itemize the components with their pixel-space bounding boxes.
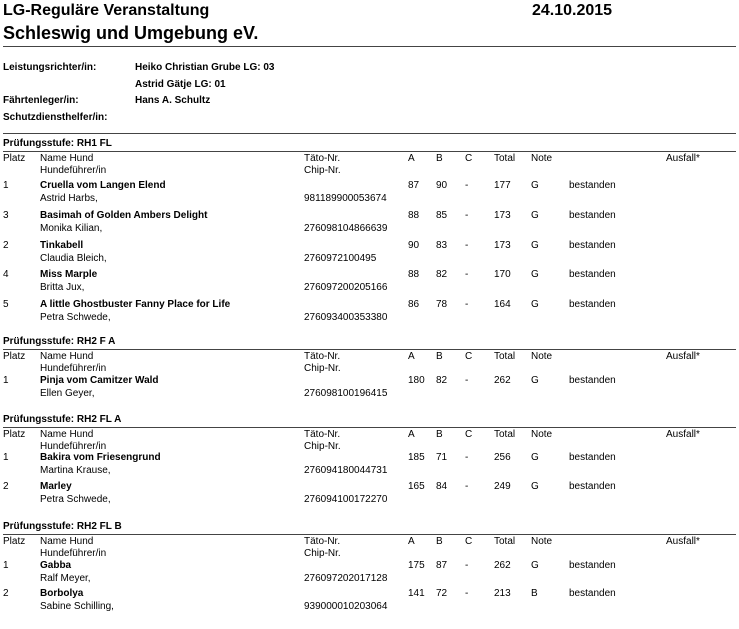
table-row xyxy=(0,588,739,618)
row-total: 177 xyxy=(494,180,511,191)
table-row xyxy=(0,269,739,299)
col-total: Total xyxy=(494,536,516,547)
row-note: G xyxy=(531,210,539,221)
row-c: - xyxy=(465,180,469,191)
row-c: - xyxy=(465,560,469,571)
row-total: 173 xyxy=(494,210,511,221)
row-place: 1 xyxy=(3,375,9,386)
row-b: 82 xyxy=(436,375,448,386)
row-place: 2 xyxy=(3,588,9,599)
row-place: 1 xyxy=(3,560,9,571)
judge-1: Heiko Christian Grube LG: 03 xyxy=(135,62,275,73)
row-b: 87 xyxy=(436,560,448,571)
row-handler: Petra Schwede, xyxy=(40,494,111,505)
row-dog: Pinja vom Camitzer Wald xyxy=(40,375,159,386)
row-note: G xyxy=(531,180,539,191)
col-ausfall: Ausfall* xyxy=(666,536,700,547)
row-result: bestanden xyxy=(569,210,616,221)
col-note: Note xyxy=(531,429,553,440)
row-chip: 276094100172270 xyxy=(304,494,388,505)
col-a: A xyxy=(408,536,415,547)
col-total: Total xyxy=(494,153,516,164)
table-row xyxy=(0,452,739,482)
col-total: Total xyxy=(494,351,516,362)
row-place: 5 xyxy=(3,299,9,310)
table-row xyxy=(0,210,739,240)
row-c: - xyxy=(465,588,469,599)
col-c: C xyxy=(465,536,473,547)
row-b: 90 xyxy=(436,180,448,191)
col-platz: Platz xyxy=(3,351,26,362)
row-b: 71 xyxy=(436,452,448,463)
row-dog: Bakira vom Friesengrund xyxy=(40,452,161,463)
col-total: Total xyxy=(494,429,516,440)
col-tato: Täto-Nr. xyxy=(304,351,341,362)
row-handler: Sabine Schilling, xyxy=(40,601,114,612)
club-name: Schleswig und Umgebung eV. xyxy=(3,23,259,43)
row-handler: Claudia Bleich, xyxy=(40,253,107,264)
row-a: 141 xyxy=(408,588,425,599)
row-chip: 276094180044731 xyxy=(304,465,388,476)
table-row xyxy=(0,299,739,329)
row-total: 262 xyxy=(494,560,511,571)
row-a: 86 xyxy=(408,299,420,310)
row-result: bestanden xyxy=(569,240,616,251)
col-handler: Hundeführer/in xyxy=(40,548,107,559)
row-handler: Ellen Geyer, xyxy=(40,388,95,399)
row-chip: 276098104866639 xyxy=(304,223,388,234)
col-c: C xyxy=(465,429,473,440)
table-row xyxy=(0,240,739,270)
col-note: Note xyxy=(531,153,553,164)
table-row xyxy=(0,180,739,210)
row-dog: Basimah of Golden Ambers Delight xyxy=(40,210,208,221)
row-dog: A little Ghostbuster Fanny Place for Life xyxy=(40,299,231,310)
helper-label: Schutzdiensthelfer/in: xyxy=(3,112,108,123)
col-chip: Chip-Nr. xyxy=(304,441,341,452)
row-dog: Tinkabell xyxy=(40,240,84,251)
col-tato: Täto-Nr. xyxy=(304,153,341,164)
row-result: bestanden xyxy=(569,269,616,280)
col-chip: Chip-Nr. xyxy=(304,548,341,559)
row-chip: 981189900053674 xyxy=(304,193,387,204)
row-note: G xyxy=(531,452,539,463)
row-result: bestanden xyxy=(569,452,616,463)
col-name: Name Hund xyxy=(40,351,94,362)
section-divider xyxy=(3,349,736,350)
row-note: G xyxy=(531,299,539,310)
row-dog: Cruella vom Langen Elend xyxy=(40,180,166,191)
col-c: C xyxy=(465,153,473,164)
row-result: bestanden xyxy=(569,180,616,191)
row-c: - xyxy=(465,375,469,386)
col-name: Name Hund xyxy=(40,536,94,547)
col-b: B xyxy=(436,153,443,164)
row-b: 82 xyxy=(436,269,448,280)
row-a: 88 xyxy=(408,269,420,280)
row-dog: Gabba xyxy=(40,560,72,571)
row-chip: 276097202017128 xyxy=(304,573,388,584)
tracklayer-name: Hans A. Schultz xyxy=(135,95,211,106)
row-handler: Martina Krause, xyxy=(40,465,111,476)
row-total: 170 xyxy=(494,269,511,280)
row-dog: Miss Marple xyxy=(40,269,98,280)
row-place: 3 xyxy=(3,210,9,221)
row-b: 85 xyxy=(436,210,448,221)
row-place: 1 xyxy=(3,452,9,463)
row-a: 180 xyxy=(408,375,425,386)
row-c: - xyxy=(465,240,469,251)
col-a: A xyxy=(408,351,415,362)
row-note: G xyxy=(531,269,539,280)
col-tato: Täto-Nr. xyxy=(304,429,341,440)
row-note: G xyxy=(531,375,539,386)
row-dog: Marley xyxy=(40,481,72,492)
section-title: Prüfungsstufe: RH2 F A xyxy=(3,336,116,347)
judge-2: Astrid Gätje LG: 01 xyxy=(135,79,226,90)
judge-label: Leistungsrichter/in: xyxy=(3,62,97,73)
row-a: 165 xyxy=(408,481,425,492)
header-divider xyxy=(3,46,736,47)
row-b: 78 xyxy=(436,299,448,310)
row-place: 2 xyxy=(3,240,9,251)
event-date: 24.10.2015 xyxy=(532,2,613,19)
col-note: Note xyxy=(531,536,553,547)
row-total: 173 xyxy=(494,240,511,251)
row-chip: 276098100196415 xyxy=(304,388,388,399)
row-b: 84 xyxy=(436,481,448,492)
row-place: 1 xyxy=(3,180,9,191)
row-result: bestanden xyxy=(569,588,616,599)
row-a: 87 xyxy=(408,180,420,191)
row-chip: 276097200205166 xyxy=(304,282,388,293)
row-b: 72 xyxy=(436,588,448,599)
col-b: B xyxy=(436,351,443,362)
row-total: 262 xyxy=(494,375,511,386)
row-handler: Petra Schwede, xyxy=(40,312,111,323)
row-b: 83 xyxy=(436,240,448,251)
row-note: G xyxy=(531,560,539,571)
row-a: 175 xyxy=(408,560,425,571)
table-row xyxy=(0,375,739,405)
row-c: - xyxy=(465,481,469,492)
row-place: 2 xyxy=(3,481,9,492)
section-title: Prüfungsstufe: RH2 FL B xyxy=(3,521,122,532)
officials-divider xyxy=(3,133,736,134)
col-handler: Hundeführer/in xyxy=(40,441,107,452)
col-platz: Platz xyxy=(3,429,26,440)
col-chip: Chip-Nr. xyxy=(304,165,341,176)
row-place: 4 xyxy=(3,269,9,280)
col-platz: Platz xyxy=(3,153,26,164)
col-chip: Chip-Nr. xyxy=(304,363,341,374)
col-a: A xyxy=(408,429,415,440)
col-name: Name Hund xyxy=(40,429,94,440)
row-total: 213 xyxy=(494,588,511,599)
row-handler: Monika Kilian, xyxy=(40,223,103,234)
row-result: bestanden xyxy=(569,375,616,386)
col-name: Name Hund xyxy=(40,153,94,164)
col-tato: Täto-Nr. xyxy=(304,536,341,547)
section-title: Prüfungsstufe: RH2 FL A xyxy=(3,414,122,425)
col-c: C xyxy=(465,351,473,362)
row-a: 90 xyxy=(408,240,420,251)
row-chip: 939000010203064 xyxy=(304,601,388,612)
row-result: bestanden xyxy=(569,560,616,571)
row-total: 256 xyxy=(494,452,511,463)
section-title: Prüfungsstufe: RH1 FL xyxy=(3,138,112,149)
col-note: Note xyxy=(531,351,553,362)
section-divider xyxy=(3,151,736,152)
row-note: G xyxy=(531,240,539,251)
col-b: B xyxy=(436,429,443,440)
table-row xyxy=(0,560,739,590)
col-b: B xyxy=(436,536,443,547)
col-handler: Hundeführer/in xyxy=(40,165,107,176)
col-ausfall: Ausfall* xyxy=(666,351,700,362)
row-handler: Ralf Meyer, xyxy=(40,573,91,584)
col-a: A xyxy=(408,153,415,164)
row-c: - xyxy=(465,452,469,463)
row-note: G xyxy=(531,481,539,492)
row-c: - xyxy=(465,269,469,280)
row-result: bestanden xyxy=(569,299,616,310)
event-title: LG-Reguläre Veranstaltung xyxy=(3,2,210,19)
row-result: bestanden xyxy=(569,481,616,492)
row-handler: Britta Jux, xyxy=(40,282,85,293)
row-a: 88 xyxy=(408,210,420,221)
col-platz: Platz xyxy=(3,536,26,547)
row-chip: 276093400353380 xyxy=(304,312,388,323)
row-c: - xyxy=(465,299,469,310)
tracklayer-label: Fährtenleger/in: xyxy=(3,95,79,106)
table-row xyxy=(0,481,739,511)
row-dog: Borbolya xyxy=(40,588,84,599)
row-total: 164 xyxy=(494,299,511,310)
row-note: B xyxy=(531,588,538,599)
row-chip: 2760972100495 xyxy=(304,253,377,264)
row-a: 185 xyxy=(408,452,425,463)
col-handler: Hundeführer/in xyxy=(40,363,107,374)
row-c: - xyxy=(465,210,469,221)
col-ausfall: Ausfall* xyxy=(666,153,700,164)
section-divider xyxy=(3,534,736,535)
row-total: 249 xyxy=(494,481,511,492)
row-handler: Astrid Harbs, xyxy=(40,193,98,204)
section-divider xyxy=(3,427,736,428)
col-ausfall: Ausfall* xyxy=(666,429,700,440)
